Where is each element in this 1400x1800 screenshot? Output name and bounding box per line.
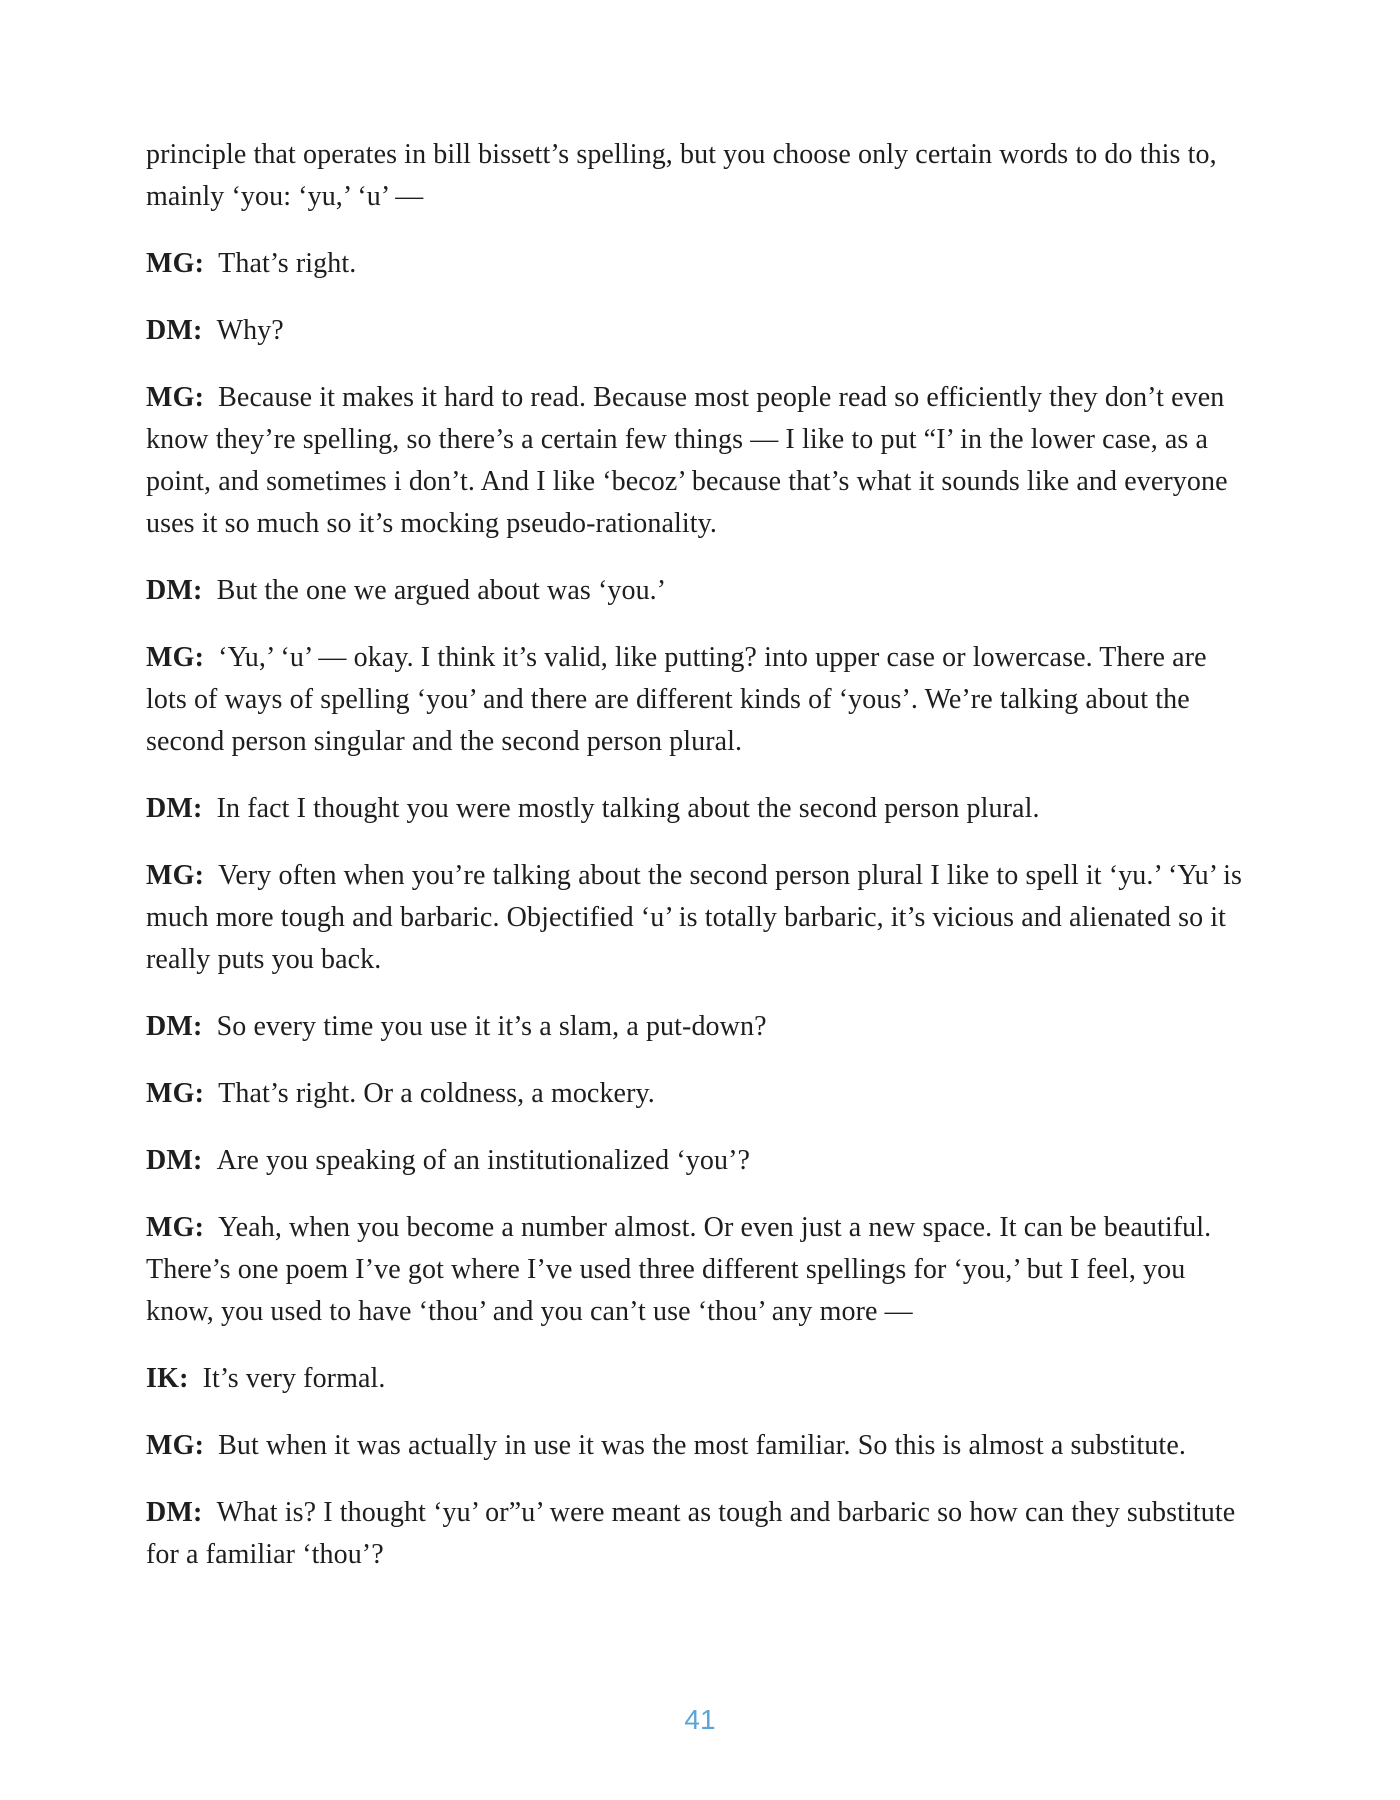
speaker-label: MG: [146,1078,205,1109]
speaker-label: MG: [146,860,205,891]
dialogue-text: So every time you use it it’s a slam, a put-down? [216,1011,767,1042]
dialogue-text: In fact I thought you were mostly talking about the second person plural. [216,793,1040,824]
dialogue-paragraph [146,788,1250,830]
dialogue-text: That’s right. Or a coldness, a mockery. [218,1078,655,1109]
dialogue-paragraph [146,1425,1250,1467]
dialogue-text: Because it makes it hard to read. Because most people read so efficiently they don’t even know they’re spelling, so there’s a certain few things — I like to put “I’ in the lower case, as a point, and sometimes i don’t. And I like ‘becoz’ because that’s what it sounds like and everyone uses it so much so it’s mocking pseudo-rationality. [146,382,1228,539]
speaker-label: MG: [146,1430,205,1461]
speaker-label: DM: [146,315,203,346]
speaker-label: DM: [146,1145,203,1176]
dialogue-text: Very often when you’re talking about the second person plural I like to spell it ‘yu.’ ‘Yu’ is much more tough and barbaric. Objectified ‘u’ is totally barbaric, it’s vicious and alienated so it really puts you back. [146,860,1243,975]
dialogue-paragraph [146,243,1250,285]
speaker-label: DM: [146,575,203,606]
speaker-label: DM: [146,1497,203,1528]
dialogue-paragraph [146,310,1250,352]
page-footer [0,1704,1400,1736]
speaker-label: DM: [146,1011,203,1042]
dialogue-paragraph [146,1006,1250,1048]
transcript-body [146,134,1250,1601]
dialogue-paragraph [146,855,1250,981]
dialogue-paragraph [146,1073,1250,1115]
dialogue-text: Why? [216,315,284,346]
dialogue-paragraph [146,1140,1250,1182]
speaker-label: DM: [146,793,203,824]
speaker-label: MG: [146,382,205,413]
dialogue-paragraph [146,570,1250,612]
dialogue-text: It’s very formal. [202,1363,386,1394]
dialogue-text: Are you speaking of an institutionalized ‘you’? [216,1145,751,1176]
dialogue-text: But when it was actually in use it was the most familiar. So this is almost a substitute. [218,1430,1186,1461]
dialogue-paragraph [146,637,1250,763]
paragraph-text: principle that operates in bill bissett’s spelling, but you choose only certain words to do this to, mainly ‘you: ‘yu,’ ‘u’ — [146,139,1217,212]
page-number: 41 [684,1704,716,1735]
speaker-label: IK: [146,1363,189,1394]
dialogue-text: What is? I thought ‘yu’ or”u’ were meant as tough and barbaric so how can they substitute for a familiar ‘thou’? [146,1497,1236,1570]
dialogue-paragraph [146,1492,1250,1576]
dialogue-paragraph [146,377,1250,545]
paragraph-continuation [146,134,1250,218]
dialogue-text: But the one we argued about was ‘you.’ [216,575,667,606]
dialogue-paragraph [146,1207,1250,1333]
speaker-label: MG: [146,1212,205,1243]
speaker-label: MG: [146,248,205,279]
dialogue-text: That’s right. [218,248,357,279]
speaker-label: MG: [146,642,205,673]
dialogue-paragraph [146,1358,1250,1400]
dialogue-text: ‘Yu,’ ‘u’ — okay. I think it’s valid, like putting? into upper case or lowercase. There are lots of ways of spelling ‘you’ and there are different kinds of ‘yous’. We’re talking about the second person singular and the second person plural. [146,642,1207,757]
dialogue-text: Yeah, when you become a number almost. Or even just a new space. It can be beautiful. There’s one poem I’ve got where I’ve used three different spellings for ‘you,’ but I feel, you know, you used to have ‘thou’ and you can’t use ‘thou’ any more — [146,1212,1212,1327]
